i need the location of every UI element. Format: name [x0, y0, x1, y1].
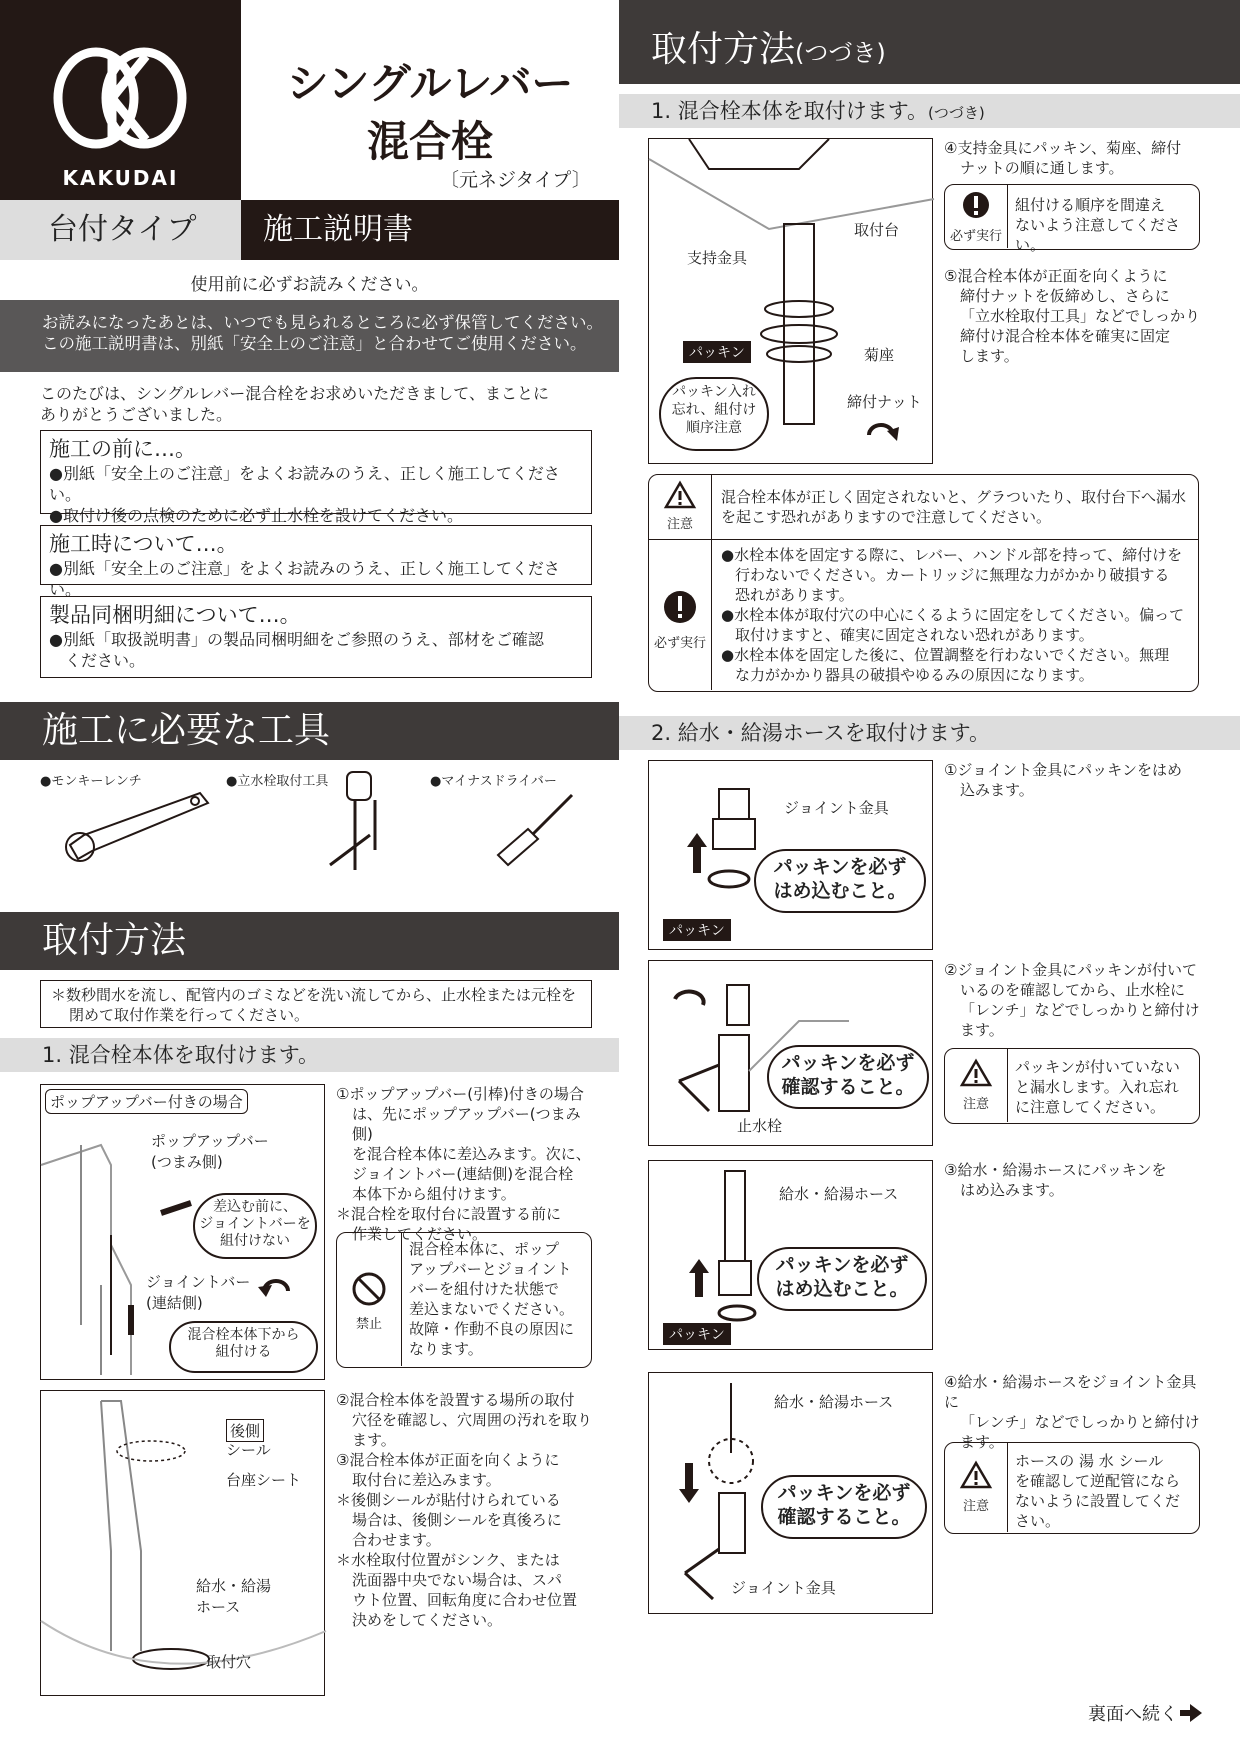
bracket-label: 支持金具 — [687, 249, 748, 267]
hose-step4-text: ④給水・給湯ホースをジョイント金具に 「レンチ」などでしっかりと締付け ます。 — [944, 1373, 1200, 1451]
tool-faucet-tool-label: ●立水栓取付工具 — [226, 774, 329, 789]
cont-step1-heading: 1. 混合栓本体を取付けます。(つづき) — [619, 94, 1240, 128]
bracket-figure — [648, 138, 933, 464]
bubble-check: パッキンを必ず 確認すること。 — [761, 1475, 927, 1539]
hose-label: 給水・給湯ホース — [779, 1185, 899, 1203]
caution-text-2: パッキンが付いていない と漏水します。入れ忘れ に注意してください。 — [1015, 1058, 1180, 1116]
subtype-label: 〔元ネジタイプ〕 — [440, 169, 591, 191]
joint-bar-label: ジョイントバー (連結側) — [146, 1273, 251, 1312]
thanks-text: このたびは、シングルレバー混合栓をお求めいただきまして、まことに ありがとうございました。 — [40, 384, 549, 424]
prohibit-icon — [351, 1271, 387, 1307]
kakudai-logo-icon — [50, 48, 190, 148]
must-box-1: 必ず実行 組付ける順序を間違え ないよう注意してください。 — [944, 184, 1200, 250]
before-box: 施工の前に…。 ●別紙「安全上のご注意」をよくお読みのうえ、正しく施工してください。 ●取付け後の点検のために必ず止水栓を設けてください。 — [40, 430, 592, 514]
seal-label: シール — [226, 1441, 271, 1459]
hose-label: 給水・給湯ホース — [774, 1393, 894, 1411]
hose-step1-text: ①ジョイント金具にパッキンをはめ 込みます。 — [944, 761, 1182, 799]
warning-icon — [961, 1059, 991, 1087]
popup-case-label: ポップアップバー付きの場合 — [45, 1089, 248, 1114]
arrow-right-icon — [1180, 1704, 1202, 1722]
prohibit-box — [336, 1232, 592, 1368]
caution-box-2: 注意 パッキンが付いていない と漏水します。入れ忘れ に注意してください。 — [944, 1048, 1200, 1124]
must-text-2: ●水栓本体を固定する際に、レバー、ハンドル部を持って、締付けを 行わないでください。カートリッジに無理な力がかかり破損する 恐れがあります。 ●水栓本体が取付穴の中心にくるように固定をしてください。偏って 取付けますと、確実に固定されない恐れがあります。 ●水栓本体を固定した後に、位置調整を行わないでください。無理 な力がかかり器具の破損やゆるみの原因になります。 — [721, 546, 1185, 684]
bubble-forget: パッキン入れ 忘れ、組付け 順序注意 — [659, 377, 769, 451]
rotate-icon — [861, 415, 901, 445]
prohibit-cell: 禁止 — [337, 1233, 402, 1366]
popup-bar-figure — [40, 1084, 325, 1380]
faucet-install-drawing — [41, 1391, 326, 1697]
faucet-tool-icon — [325, 770, 405, 880]
screwdriver-icon — [490, 785, 580, 865]
bubble-from-below: 混合栓本体下から 組付ける — [169, 1321, 318, 1373]
joint-fitting-label: ジョイント金具 — [784, 799, 889, 817]
packing-tag: パッキン — [663, 919, 731, 941]
continue-next-page[interactable]: 裏面へ続く — [1088, 1700, 1178, 1726]
caution-must-box: 注意 混合栓本体が正しく固定されないと、グラついたり、取付台下へ漏水 を起こす恐れがありますので注意してください。 必ず実行 ●水栓本体を固定する際に、レバー、ハンドル部を持って、締付けを 行わないでください。カートリッジに無理な力がかかり破損する 恐れがあります。 ●水栓本体が取付穴の中心にくるように固定をしてください。偏って 取付けますと、確実に固定されない恐れがあります。 ●水栓本体を固定した後に、位置調整を行わないでください。無理 な力がかかり器具の破損やゆるみの原因になります。 — [648, 474, 1199, 692]
must-icon — [962, 191, 990, 219]
during-box: 施工時について…。 ●別紙「安全上のご注意」をよくお読みのうえ、正しく施工してください。 — [40, 525, 592, 585]
storage-notice: お読みになったあとは、いつでも見られるところに必ず保管してください。 この施工説明書は、別紙「安全上のご注意」と合わせてご使用ください。 — [0, 300, 619, 372]
must-icon — [663, 590, 697, 624]
brand-name: KAKUDAI — [62, 166, 179, 190]
caution-text: 混合栓本体が正しく固定されないと、グラついたり、取付台下へ漏水 を起こす恐れがありますので注意してください。 — [721, 488, 1187, 526]
must-text-1: 組付ける順序を間違え ないよう注意してください。 — [1015, 196, 1181, 254]
contents-box: 製品同梱明細について…。 ●別紙「取扱説明書」の製品同梱明細をご参照のうえ、部材をご確認 ください。 — [40, 596, 592, 678]
bubble-insert: パッキンを必ず はめ込むこと。 — [757, 1247, 927, 1311]
bubble-insert: パッキンを必ず はめ込むこと。 — [754, 849, 926, 913]
step5-text: ⑤混合栓本体が正面を向くように 締付ナットを仮締めし、さらに 「立水栓取付工具」などでしっかり 締付け混合栓本体を確実に固定 します。 — [944, 267, 1201, 365]
hose-step2-text: ②ジョイント金具にパッキンが付いて いるのを確認してから、止水栓に 「レンチ」などでしっかりと締付け ます。 — [944, 961, 1200, 1039]
hose-label: 給水・給湯 ホース — [196, 1577, 272, 1616]
install-body-figure — [40, 1390, 325, 1696]
mount-hole-label: 取付穴 — [206, 1653, 252, 1671]
method-note-box: ＊数秒間水を流し、配管内のゴミなどを洗い流してから、止水栓または元栓を 閉めて取付作業を行ってください。 — [40, 980, 592, 1028]
step2-heading: 2. 給水・給湯ホースを取付けます。 — [619, 716, 1240, 750]
wrench-icon — [60, 785, 220, 865]
hose-step3-text: ③給水・給湯ホースにパッキンを はめ込みます。 — [944, 1161, 1167, 1199]
caution-text-4: ホースの 湯 水 シール を確認して逆配管になら ないように設置してくだ さい。 — [1015, 1452, 1181, 1530]
doc-band: 施工説明書 — [241, 200, 619, 260]
packing-tag: パッキン — [663, 1323, 731, 1345]
stop-valve-label: 止水栓 — [737, 1117, 783, 1135]
base-sheet-label: 台座シート — [226, 1471, 302, 1489]
hose-packing-figure — [648, 1160, 933, 1350]
stop-valve-figure — [648, 960, 933, 1146]
tool-wrench-label: ●モンキーレンチ — [40, 774, 142, 789]
joint-fitting-label: ジョイント金具 — [731, 1579, 836, 1597]
popup-bar-label: ポップアップバー (つまみ側) — [151, 1132, 269, 1171]
cont-heading: 取付方法(つづき) — [619, 0, 1240, 84]
step4-text: ④支持金具にパッキン、菊座、締付 ナットの順に通します。 — [944, 139, 1182, 177]
type-band: 台付タイプ — [0, 200, 241, 260]
washer-label: 菊座 — [864, 346, 895, 364]
joint-packing-figure — [648, 760, 933, 950]
page-title: シングルレバー 混合栓 — [286, 59, 574, 166]
read-before-use: 使用前に必ずお読みください。 — [190, 275, 429, 295]
bubble-before-insert: 差込む前に、 ジョイントバーを 組付けない — [193, 1193, 317, 1259]
mount-table-label: 取付台 — [854, 221, 900, 239]
nut-label: 締付ナット — [847, 393, 922, 411]
rotate-icon — [256, 1271, 296, 1301]
tool-screwdriver-label: ●マイナスドライバー — [430, 774, 557, 789]
tools-heading: 施工に必要な工具 — [0, 702, 619, 760]
back-side-label: 後側 — [226, 1419, 264, 1442]
step2-3-text: ②混合栓本体を設置する場所の取付 穴径を確認し、穴周囲の汚れを取り ます。 ③混合栓本体が正面を向くように 取付台に差込みます。 ＊後側シールが貼付けられている 場合は、後側シールを真後ろに 合わせます。 ＊水栓取付位置がシンク、または 洗面器中央でない場合は、スパ ウト位置、回転角度に合わせ位置 決めをしてください。 — [336, 1391, 593, 1629]
step1-text: ①ポップアップバー(引棒)付きの場合 は、先にポップアップバー(つまみ側) を混合栓本体に差込みます。次に、 ジョイントバー(連結側)を混合栓 本体下から組付けます。 ＊混合栓を取付台に設置する前に 作業してください。 — [336, 1085, 591, 1243]
warning-icon — [665, 481, 695, 509]
prohibit-text: 混合栓本体に、ポップ アップバーとジョイント バーを組付けた状態で 差込まないでください。 故障・作動不良の原因に なります。 — [409, 1240, 575, 1358]
step1-heading: 1. 混合栓本体を取付けます。 — [0, 1038, 619, 1072]
caution-box-4: 注意 ホースの 湯 水 シール を確認して逆配管になら ないように設置してくだ さい。 — [944, 1442, 1200, 1534]
brand-logo-block — [0, 0, 241, 200]
hose-connect-figure — [648, 1372, 933, 1614]
bubble-check: パッキンを必ず 確認すること。 — [767, 1045, 929, 1109]
packing-tag: パッキン — [683, 341, 751, 363]
warning-icon — [961, 1461, 991, 1489]
method-heading: 取付方法 — [0, 912, 619, 970]
